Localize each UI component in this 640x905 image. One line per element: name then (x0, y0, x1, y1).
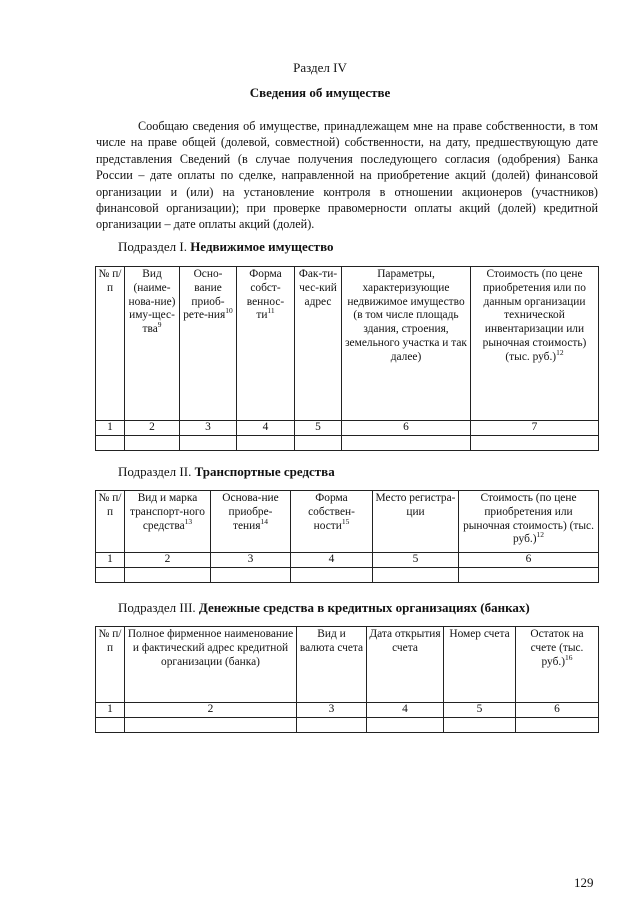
subsection-1-name: Недвижимое имущество (190, 239, 334, 254)
empty-cell[interactable] (211, 568, 291, 583)
subsection-2-name: Транспортные средства (194, 464, 335, 479)
table-header-row (96, 491, 599, 553)
header-cell: № п/п (96, 491, 125, 553)
column-number: 2 (125, 703, 297, 718)
column-number: 5 (373, 553, 459, 568)
header-cell: Дата открытия счета (367, 627, 444, 703)
subsection-2-title (118, 464, 335, 480)
empty-cell[interactable] (96, 568, 125, 583)
section-heading: Сведения об имуществе (249, 85, 391, 100)
table-header-row (96, 627, 599, 703)
header-cell: Остаток на счете (тыс. руб.)$^{16}$ (516, 627, 599, 703)
subsection-1-title (118, 239, 334, 255)
empty-cell[interactable] (125, 568, 211, 583)
header-cell: Стоимость (по цене приобретения или по данным организации технической инвентаризации или рыночная стоимость) (тыс. руб.)$^{12}$ (471, 267, 599, 421)
empty-cell[interactable] (459, 568, 599, 583)
empty-cell[interactable] (96, 436, 125, 451)
header-cell: Осно-вание приоб-рете-ния$^{10}$ (180, 267, 237, 421)
empty-cell[interactable] (96, 718, 125, 733)
column-number: 4 (367, 703, 444, 718)
column-number: 3 (211, 553, 291, 568)
column-number: 3 (180, 421, 237, 436)
column-number-row (96, 553, 599, 568)
empty-row (96, 568, 599, 583)
column-number: 1 (96, 421, 125, 436)
empty-cell[interactable] (125, 436, 180, 451)
empty-row (96, 718, 599, 733)
section-number: Раздел IV (293, 60, 347, 75)
column-number: 5 (295, 421, 342, 436)
subsection-3-name: Денежные средства в кредитных организациях (банках) (198, 600, 530, 615)
subsection-2-prefix: Подраздел II. (118, 464, 192, 479)
column-number: 2 (125, 421, 180, 436)
header-cell: Место регистра-ции (373, 491, 459, 553)
header-cell: № п/п (96, 627, 125, 703)
header-cell: Вид и марка транспорт-ного средства$^{13}$ (125, 491, 211, 553)
intro-paragraph: Сообщаю сведения об имуществе, принадлежащем мне на праве собственности, в том числе на праве общей (долевой, совместной) собственности, на дату, предшествующую дате представления Сведений (в случае получения последующего согласия (одобрения) Банка России – дате оплаты по сделке, направленной на приобретение акций (долей) финансовой организации и (или) на установление контроля в отношении акционеров (участников) финансовой организации); при проверке правомерности оплаты акций (долей) кредитной организации – дате оплаты акций (долей). (96, 119, 598, 232)
empty-cell[interactable] (373, 568, 459, 583)
column-number: 7 (471, 421, 599, 436)
empty-cell[interactable] (516, 718, 599, 733)
header-cell: Полное фирменное наименование и фактический адрес кредитной организации (банка) (125, 627, 297, 703)
empty-cell[interactable] (180, 436, 237, 451)
empty-cell[interactable] (444, 718, 516, 733)
column-number-row (96, 421, 599, 436)
empty-cell[interactable] (237, 436, 295, 451)
column-number: 1 (96, 703, 125, 718)
column-number: 4 (237, 421, 295, 436)
empty-cell[interactable] (342, 436, 471, 451)
subsection-3-title (118, 600, 530, 616)
column-number: 6 (342, 421, 471, 436)
vehicles-table (95, 490, 599, 583)
empty-cell[interactable] (125, 718, 297, 733)
column-number: 5 (444, 703, 516, 718)
page-number: 129 (574, 875, 594, 890)
empty-cell[interactable] (295, 436, 342, 451)
column-number: 6 (516, 703, 599, 718)
header-cell: Основа-ние приобре-тения$^{14}$ (211, 491, 291, 553)
real-estate-table (95, 266, 599, 451)
empty-cell[interactable] (367, 718, 444, 733)
subsection-3-prefix: Подраздел III. (118, 600, 196, 615)
column-number-row (96, 703, 599, 718)
header-cell: № п/п (96, 267, 125, 421)
subsection-1-prefix: Подраздел I. (118, 239, 187, 254)
column-number: 1 (96, 553, 125, 568)
header-cell: Вид и валюта счета (297, 627, 367, 703)
column-number: 2 (125, 553, 211, 568)
bank-accounts-table (95, 626, 599, 733)
empty-cell[interactable] (297, 718, 367, 733)
header-cell: Параметры, характеризующие недвижимое имущество (в том числе площадь здания, строения, земельного участка и так далее) (342, 267, 471, 421)
header-cell: Форма собствен-ности$^{15}$ (291, 491, 373, 553)
header-cell: Фак-ти-чес-кий адрес (295, 267, 342, 421)
empty-cell[interactable] (291, 568, 373, 583)
header-cell: Форма собст-$веннос-ти^{11}$ (237, 267, 295, 421)
column-number: 4 (291, 553, 373, 568)
column-number: 6 (459, 553, 599, 568)
empty-row (96, 436, 599, 451)
table-header-row (96, 267, 599, 421)
header-cell: Номер счета (444, 627, 516, 703)
header-cell: Стоимость (по цене приобретения или рыночная стоимость) (тыс. руб.)$^{12}$ (459, 491, 599, 553)
column-number: 3 (297, 703, 367, 718)
empty-cell[interactable] (471, 436, 599, 451)
header-cell: Вид (наиме-нова-ние) иму-щес-тва$^9$ (125, 267, 180, 421)
